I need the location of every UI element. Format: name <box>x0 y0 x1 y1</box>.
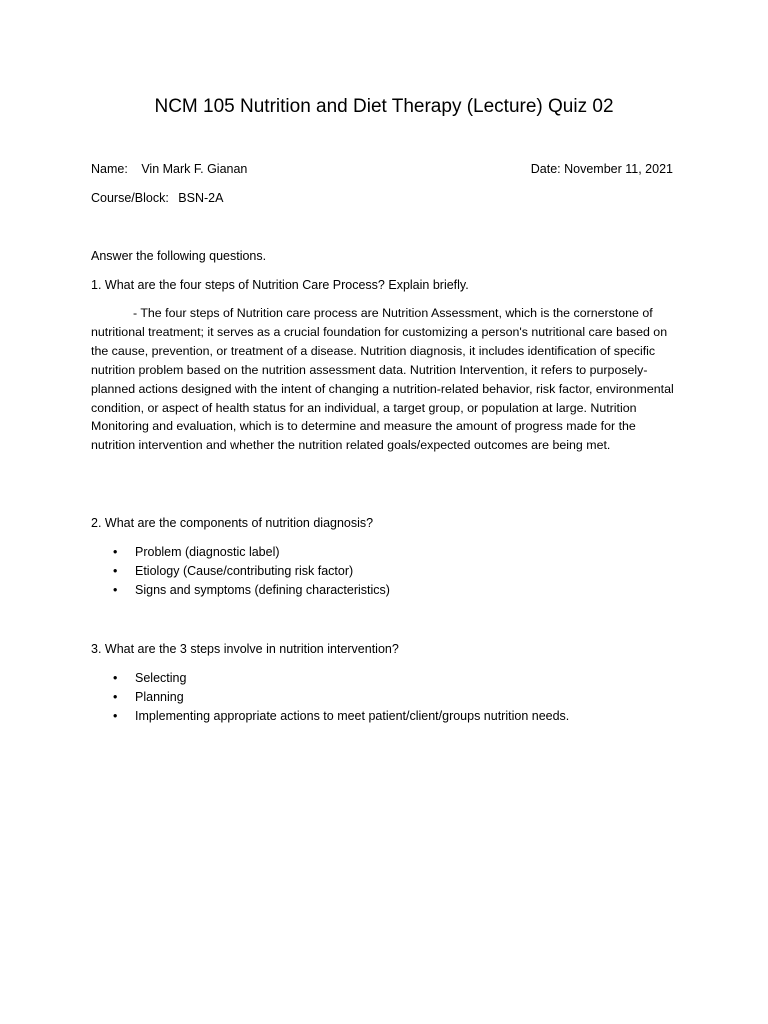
list-item-text: Signs and symptoms (defining characteristics) <box>135 583 390 598</box>
question-2: 2. What are the components of nutrition diagnosis? <box>91 516 374 530</box>
bullet-icon: • <box>113 671 118 685</box>
list-item <box>91 707 569 726</box>
bullet-icon: • <box>113 545 118 559</box>
list-item-text: Selecting <box>135 671 187 685</box>
list-item-text: Implementing appropriate actions to meet patient/client/groups nutrition needs. <box>135 709 570 724</box>
list-item-text: Planning <box>135 690 184 705</box>
course-label: Course/Block: <box>91 191 169 205</box>
course-value: BSN-2A <box>178 191 224 205</box>
document-title: NCM 105 Nutrition and Diet Therapy (Lecture) Quiz 02 <box>154 96 614 117</box>
name-label: Name: <box>91 162 128 176</box>
question-3: 3. What are the 3 steps involve in nutrition intervention? <box>91 642 399 656</box>
question-1: 1. What are the four steps of Nutrition Care Process? Explain briefly. <box>91 278 469 292</box>
question-3-list <box>91 669 569 727</box>
instructions-text: Answer the following questions. <box>91 249 267 263</box>
list-item <box>91 669 569 688</box>
bullet-icon: • <box>113 709 118 724</box>
date-value: November 11, 2021 <box>564 162 673 176</box>
answer-1: - The four steps of Nutrition care process are Nutrition Assessment, which is the cornerstone of nutritional treatment; it serves as a crucial foundation for customizing a person's nutritional care based on the cause, prevention, or treatment of a disease. Nutrition diagnosis, it includes identification of specific nutrition problem based on the nutrition assessment data. Nutrition Intervention, it refers to purposely-planned actions designed with the intent of changing a nutrition-related behavior, risk factor, environmental condition, or aspect of health status for an individual, a target group, or population at large. Nutrition Monitoring and evaluation, which is to determine and measure the amount of progress made for the nutrition intervention and whether the nutrition related goals/expected outcomes are being met. <box>91 306 674 453</box>
name-field <box>91 160 247 178</box>
list-item-text: Problem (diagnostic label) <box>135 545 280 559</box>
bullet-icon: • <box>113 583 118 598</box>
bullet-icon: • <box>113 564 118 579</box>
question-2-list <box>91 543 390 601</box>
date-field <box>531 160 673 178</box>
list-item <box>91 688 569 707</box>
list-item <box>91 581 390 600</box>
date-label: Date: <box>530 162 561 176</box>
list-item <box>91 562 390 581</box>
name-value: Vin Mark F. Gianan <box>141 162 248 176</box>
bullet-icon: • <box>113 690 118 705</box>
list-item-text: Etiology (Cause/contributing risk factor) <box>135 564 354 579</box>
list-item <box>91 543 390 562</box>
course-field <box>91 189 223 207</box>
name-date-row <box>91 160 673 178</box>
